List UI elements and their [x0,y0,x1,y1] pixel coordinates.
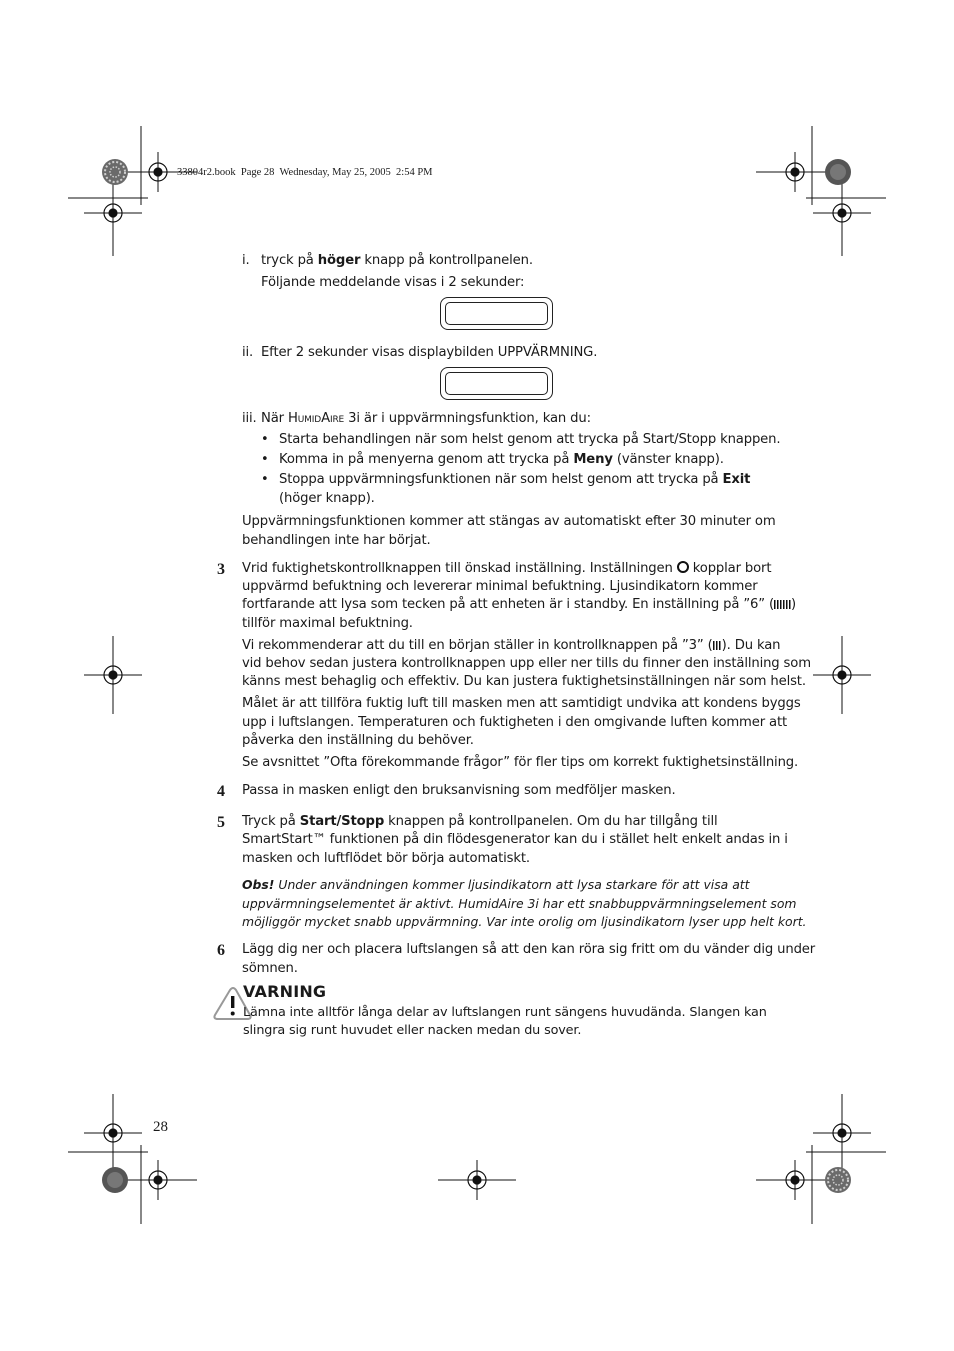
step-3-p2-line1: Vi rekommenderar att du till en början ställer in kontrollknappen på ”3” ( ). Du kan [242,638,781,653]
bullet-3: • [261,472,269,487]
step-3-p2-line3: känns mest behaglig och effektiv. Du kan justera fuktighetsinställningen när som helst. [242,674,806,689]
bullet-1-text: Starta behandlingen när som helst genom att trycka på Start/Stopp knappen. [279,432,781,447]
step-i-line2: Följande meddelande visas i 2 sekunder: [261,275,525,290]
step-3-p2-line2: vid behov sedan justera kontrollknappen upp eller ner tills du finner den inställning som [242,656,811,671]
step-3-p3-line3: påverka den inställning du behöver. [242,733,474,748]
step-3-number: 3 [217,561,225,578]
step-6-number: 6 [217,942,225,959]
page-number: 28 [153,1119,168,1135]
step-iii-intro: När HumidAire 3i är i uppvärmningsfunktion, kan du: [261,411,591,426]
setting-six-icon [774,600,791,609]
bullet-3-line2: (höger knapp). [279,491,375,506]
step-5-line3: masken och luftflödet bör börja automatiskt. [242,851,530,866]
step-ii-text: Efter 2 sekunder visas displaybilden UPPVÄRMNING. [261,345,598,360]
step-ii-marker: ii. [242,345,254,360]
setting-three-icon [713,641,722,650]
step-i-marker: i. [242,253,250,268]
display-message-box [440,297,553,330]
display-warmup-box [440,367,553,400]
step-5-line1: Tryck på Start/Stopp knappen på kontrollpanelen. Om du har tillgång till [242,814,718,829]
step-6-line2: sömnen. [242,961,298,976]
bullet-2-text: Komma in på menyerna genom att trycka på Meny (vänster knapp). [279,452,724,467]
bullet-2: • [261,452,269,467]
note-label: Obs! [242,877,275,892]
step-5-line2: SmartStart™ funktionen på din flödesgenerator kan du i stället helt enkelt andas in i [242,832,788,847]
step-4-text: Passa in masken enligt den bruksanvisning som medföljer masken. [242,783,676,798]
file-header: 33804r2.book Page 28 Wednesday, May 25, 2005 2:54 PM [177,167,433,178]
step-3-line3: fortfarande att lysa som tecken på att enheten är i standby. En inställning på ”6” ( ) [242,597,796,612]
note-line2: uppvärmningselementet är aktivt. HumidAire 3i har ett snabbuppvärmningselement som [242,896,797,911]
step-3-p3-line2: upp i luftslangen. Temperaturen och fuktigheten i den omgivande luften kommer att [242,715,788,730]
auto-off-line2: behandlingen inte har börjat. [242,533,431,548]
auto-off-line1: Uppvärmningsfunktionen kommer att stängas av automatiskt efter 30 minuter om [242,514,776,529]
step-3-line1: Vrid fuktighetskontrollknappen till önskad inställning. Inställningen kopplar bort [242,561,772,576]
step-3-p3-line1: Målet är att tillföra fuktig luft till masken men att samtidigt undvika att kondens byggs [242,696,801,711]
bullet-3-text: Stoppa uppvärmningsfunktionen när som helst genom att trycka på Exit [279,472,751,487]
step-4-number: 4 [217,783,225,800]
step-3-p4: Se avsnittet ”Ofta förekommande frågor” för fler tips om korrekt fuktighetsinställning. [242,755,799,770]
step-3-line4: tillför maximal befuktning. [242,616,413,631]
warning-line1: Lämna inte alltför långa delar av luftslangen runt sängens huvudända. Slangen kan [243,1005,767,1020]
note-line1: Obs! Under användningen kommer ljusindikatorn att lysa starkare för att visa att [242,877,750,892]
bullet-1: • [261,432,269,447]
circle-setting-icon [677,561,689,573]
step-5-number: 5 [217,814,225,831]
step-6-line1: Lägg dig ner och placera luftslangen så att den kan röra sig fritt om du vänder dig under [242,942,816,957]
step-i-line1: tryck på höger knapp på kontrollpanelen. [261,253,533,268]
note-line3: möjliggör mycket snabb uppvärmning. Var inte orolig om ljusindikatorn lyser upp helt kort. [242,914,807,929]
warning-line2: slingra sig runt huvudet eller nacken medan du sover. [243,1023,582,1038]
step-3-line2: uppvärmd befuktning och levererar minimal befuktning. Ljusindikatorn kommer [242,579,758,594]
step-iii-marker: iii. [242,411,257,426]
warning-title: VARNING [243,982,327,1001]
